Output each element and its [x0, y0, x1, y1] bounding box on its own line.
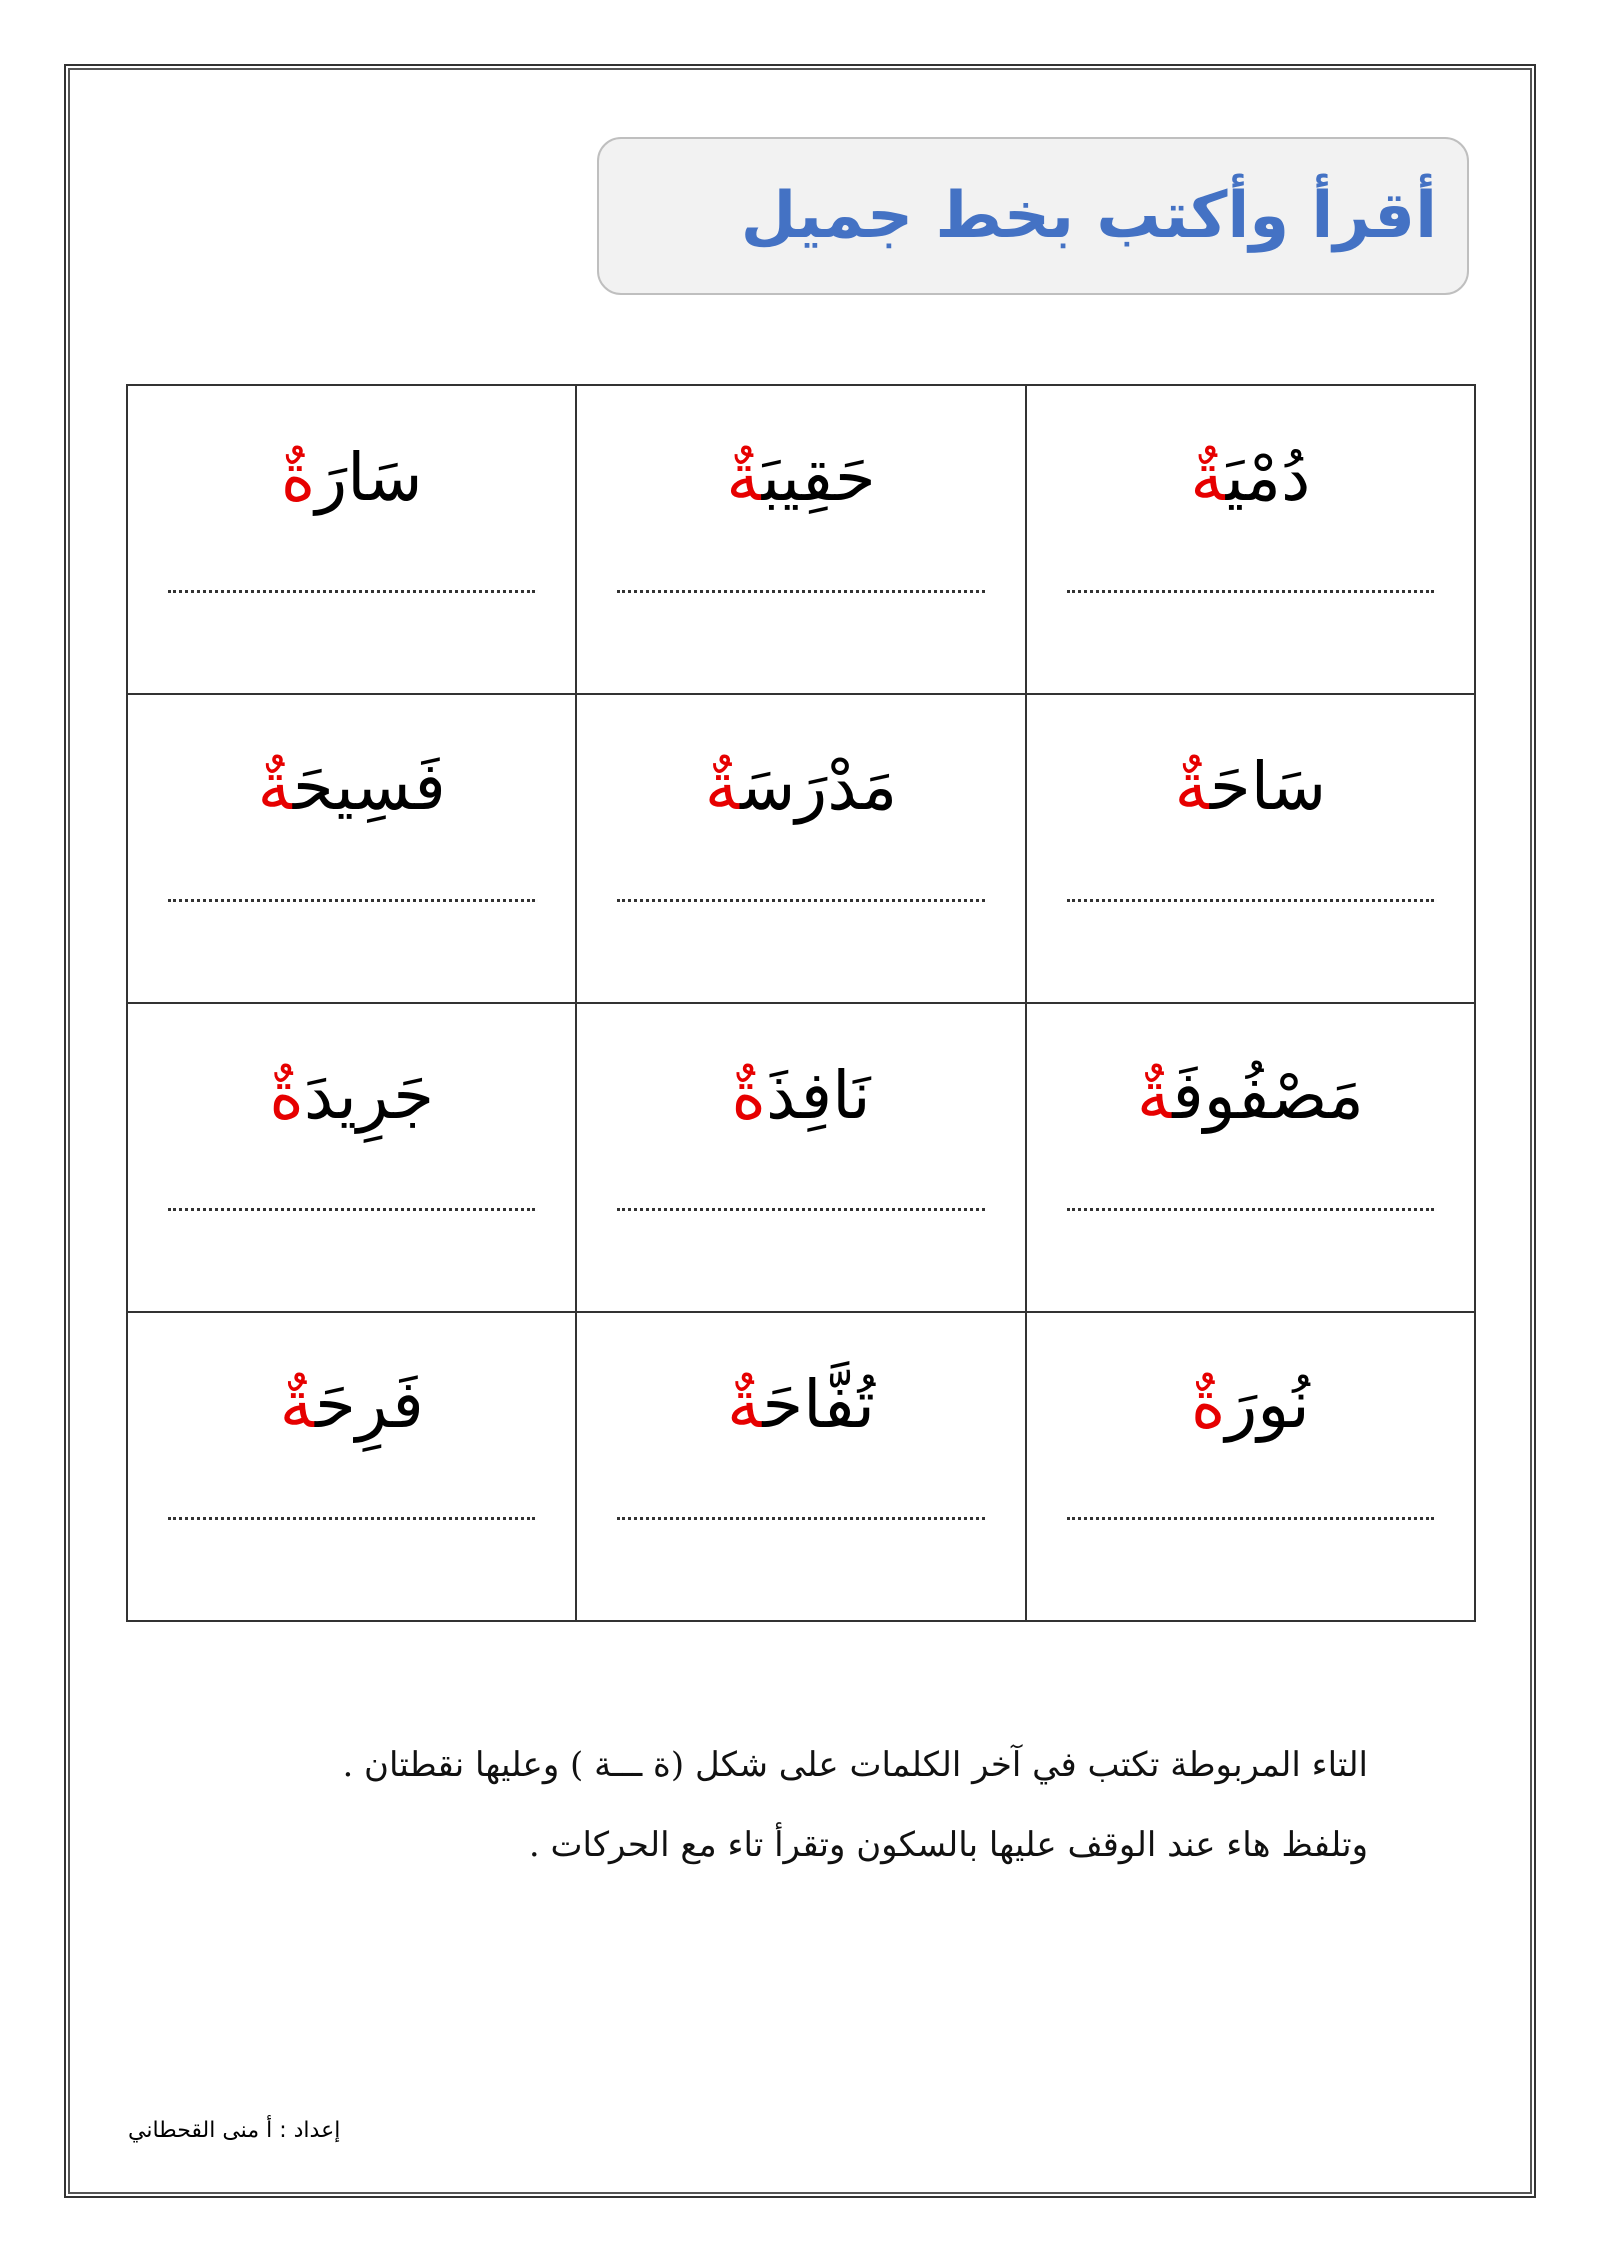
taa-marbuta-ending: ةٌ	[1190, 1366, 1226, 1443]
writing-line[interactable]	[617, 1208, 984, 1211]
word-stem: سَارَ	[315, 439, 423, 516]
grid-row	[127, 385, 1475, 694]
word-cell	[576, 694, 1025, 1003]
writing-line[interactable]	[1067, 1208, 1434, 1211]
word-stem: مَدْرَسَ	[740, 748, 898, 825]
writing-line[interactable]	[617, 1517, 984, 1520]
taa-marbuta-ending: ةٌ	[1190, 439, 1226, 516]
word	[1027, 428, 1474, 527]
word	[577, 1046, 1024, 1145]
word	[577, 1355, 1024, 1454]
taa-marbuta-ending: ةٌ	[257, 748, 293, 825]
title-banner	[597, 137, 1469, 295]
word-cell	[127, 1312, 576, 1621]
word-stem: نَافِذَ	[765, 1057, 871, 1134]
word-cell	[127, 694, 576, 1003]
page-title: أقرأ وأكتب بخط جميل	[740, 179, 1437, 253]
word-cell	[1026, 385, 1475, 694]
taa-marbuta-ending: ةٌ	[269, 1057, 304, 1134]
words-grid	[126, 384, 1476, 1622]
word-cell	[576, 1003, 1025, 1312]
word-cell	[1026, 694, 1475, 1003]
writing-line[interactable]	[1067, 899, 1434, 902]
writing-line[interactable]	[617, 590, 984, 593]
word-stem: سَاحَ	[1209, 748, 1327, 825]
word-stem: دُمْيَ	[1225, 439, 1311, 516]
word-cell	[1026, 1312, 1475, 1621]
word	[1027, 1046, 1474, 1145]
taa-marbuta-ending: ةٌ	[280, 439, 316, 516]
word-stem: فَسِيحَ	[292, 748, 446, 825]
writing-line[interactable]	[617, 899, 984, 902]
word-stem: مَصْفُوفَ	[1172, 1057, 1364, 1134]
word-cell	[576, 1312, 1025, 1621]
word	[128, 737, 575, 836]
writing-line[interactable]	[168, 1208, 535, 1211]
word-stem: نُورَ	[1225, 1366, 1310, 1443]
writing-line[interactable]	[168, 899, 535, 902]
taa-marbuta-ending: ةٌ	[1136, 1057, 1173, 1134]
writing-line[interactable]	[168, 1517, 535, 1520]
author-credit: إعداد : أ منى القحطاني	[128, 2118, 341, 2143]
word-cell	[127, 1003, 576, 1312]
taa-marbuta-ending: ةٌ	[726, 439, 762, 516]
taa-marbuta-ending: ةٌ	[731, 1057, 766, 1134]
word	[128, 1046, 575, 1145]
grid-row	[127, 1003, 1475, 1312]
word	[128, 1355, 575, 1454]
word-stem: حَقِيبَ	[761, 439, 876, 516]
taa-marbuta-ending: ةٌ	[279, 1366, 315, 1443]
taa-marbuta-ending: ةٌ	[1174, 748, 1210, 825]
writing-line[interactable]	[1067, 1517, 1434, 1520]
word	[128, 428, 575, 527]
writing-line[interactable]	[168, 590, 535, 593]
taa-marbuta-ending: ةٌ	[704, 748, 741, 825]
word	[1027, 737, 1474, 836]
word-cell	[576, 385, 1025, 694]
grid-row	[127, 694, 1475, 1003]
word	[577, 428, 1024, 527]
word-cell	[127, 385, 576, 694]
word-stem: فَرِحَ	[314, 1366, 424, 1443]
writing-line[interactable]	[1067, 590, 1434, 593]
taa-marbuta-ending: ةٌ	[726, 1366, 763, 1443]
rule-note: التاء المربوطة تكتب في آخر الكلمات على شكل (ة ـــة ) وعليها نقطتان .	[342, 1745, 1368, 1785]
rule-note: وتلفظ هاء عند الوقف عليها بالسكون وتقرأ تاء مع الحركات .	[528, 1825, 1368, 1865]
word	[577, 737, 1024, 836]
word-stem: جَرِيدَ	[303, 1057, 435, 1134]
word	[1027, 1355, 1474, 1454]
word-cell	[1026, 1003, 1475, 1312]
word-stem: تُفَّاحَ	[762, 1366, 876, 1443]
grid-row	[127, 1312, 1475, 1621]
